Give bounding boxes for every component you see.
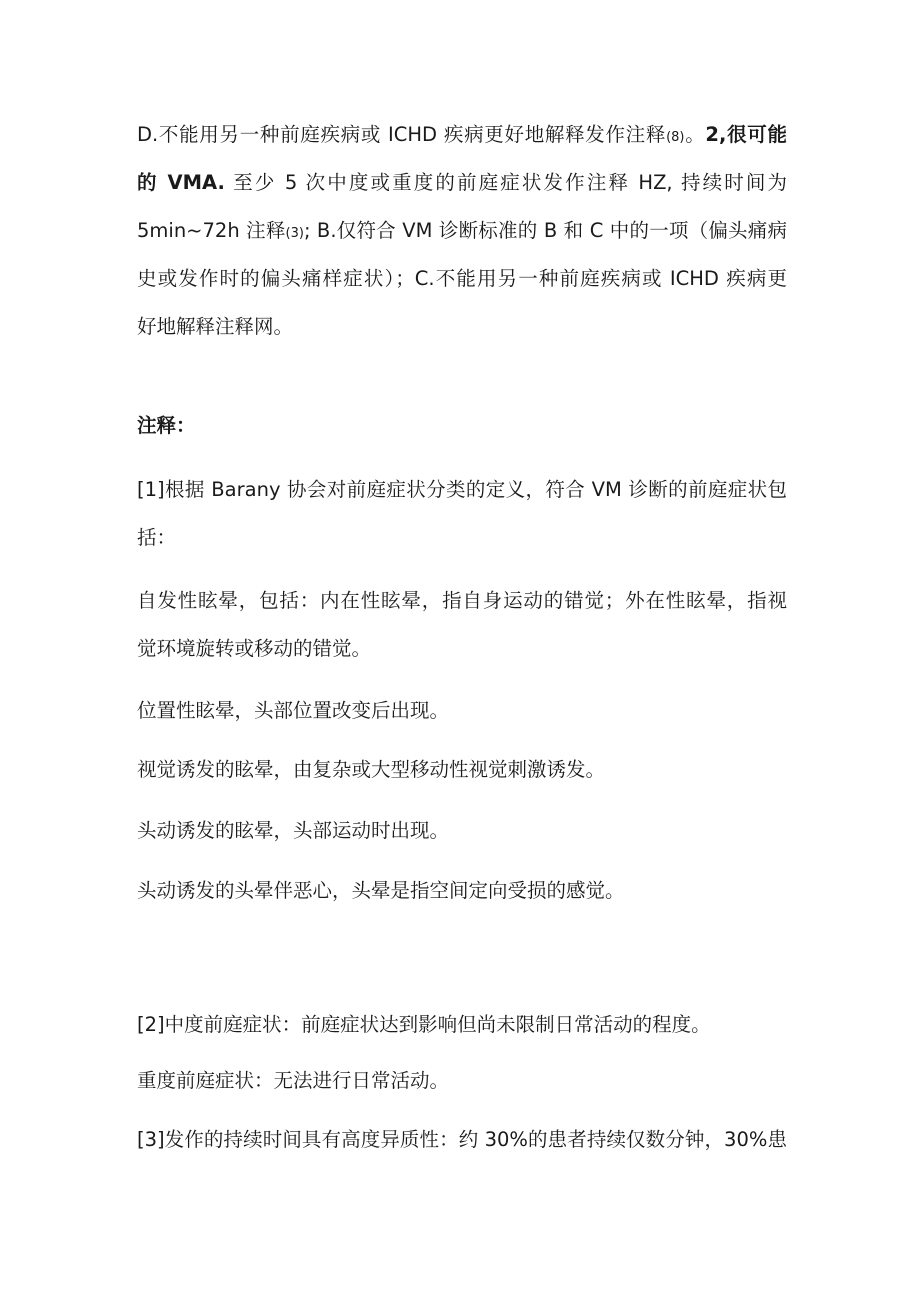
probable-vma-label-part2: 的 VMA. <box>137 171 225 194</box>
visual-vertigo: 视觉诱发的眩晕，由复杂或大型移动性视觉刺激诱发。 <box>137 758 606 781</box>
para1-line4: 史或发作时的偏头痛样症状）；C.不能用另一种前庭疾病或 ICHD 疾病更 <box>137 267 787 290</box>
para1-line5: 好地解释注释网。 <box>137 315 294 338</box>
notes-heading: 注释： <box>137 414 196 437</box>
note2-severe: 重度前庭症状：无法进行日常活动。 <box>137 1069 450 1092</box>
note-ref-3: (3) <box>285 226 304 241</box>
probable-vma-label-part1: 2,很可能 <box>705 123 787 146</box>
para1-line3-rest: ; B.仅符合 VM 诊断标准的 B 和 C 中的一项（偏头痛病 <box>303 219 787 242</box>
para1-line1 <box>137 122 787 151</box>
spontaneous-line1: 自发性眩晕，包括：内在性眩晕，指自身运动的错觉；外在性眩晕，指视 <box>137 589 787 612</box>
note1-line2: 括： <box>137 526 177 549</box>
head-motion-dizziness: 头动诱发的头晕伴恶心，头晕是指空间定向受损的感觉。 <box>137 879 625 902</box>
note1-line1: [1]根据 Barany 协会对前庭症状分类的定义，符合 VM 诊断的前庭症状包 <box>137 478 787 501</box>
para1-line1-text: D.不能用另一种前庭疾病或 ICHD 疾病更好地解释发作注释 <box>137 123 667 146</box>
para1-line2 <box>137 170 787 196</box>
para1-line2-text: 至少 5 次中度或重度的前庭症状发作注释 HZ, 持续时间为 <box>224 171 787 194</box>
spontaneous-line2: 觉环境旋转或移动的错觉。 <box>137 637 372 660</box>
para1-line3-text: 5min~72h 注释 <box>137 219 286 242</box>
positional-vertigo: 位置性眩晕，头部位置改变后出现。 <box>137 699 450 722</box>
note-ref-8: (8) <box>666 130 685 145</box>
note2-moderate: [2]中度前庭症状：前庭症状达到影响但尚未限制日常活动的程度。 <box>137 1013 711 1036</box>
para1-line3 <box>137 218 787 247</box>
para1-line1-end: 。 <box>684 123 706 146</box>
note3-line1: [3]发作的持续时间具有高度异质性：约 30%的患者持续仅数分钟，30%患 <box>137 1128 787 1151</box>
head-motion-vertigo: 头动诱发的眩晕，头部运动时出现。 <box>137 819 450 842</box>
